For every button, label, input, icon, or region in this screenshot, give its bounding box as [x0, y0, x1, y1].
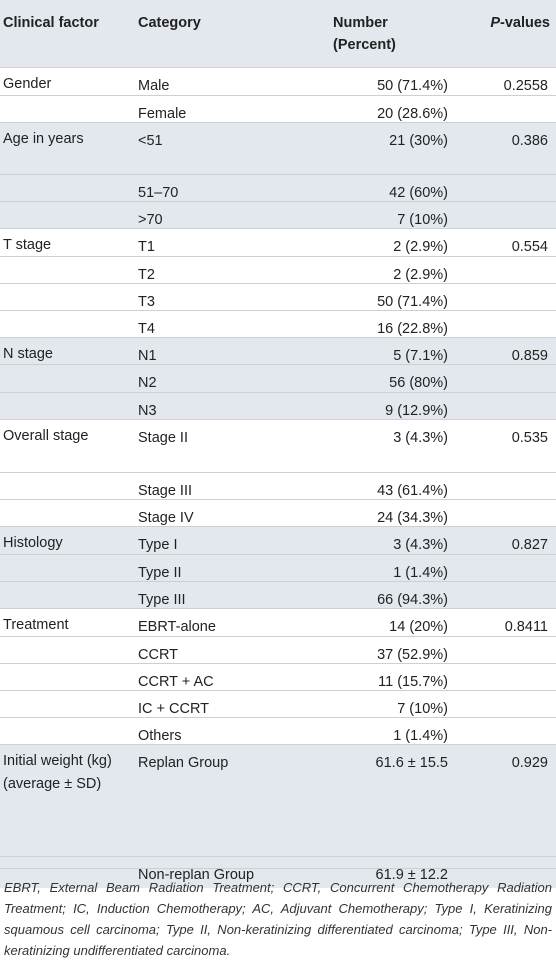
p-value-cell: 0.929: [511, 755, 548, 771]
number-cell: 42 (60%): [389, 185, 448, 201]
p-value-cell: 0.554: [511, 239, 548, 255]
category-cell: CCRT: [138, 647, 179, 663]
category-cell: Type III: [138, 592, 186, 608]
table-row: [0, 717, 556, 744]
number-cell: 2 (2.9%): [393, 267, 448, 283]
category-cell: Male: [138, 78, 170, 94]
clinical-factor-cell: N stage: [3, 346, 53, 362]
header-p-italic: P: [490, 15, 501, 31]
number-cell: 37 (52.9%): [377, 647, 448, 663]
header-p-values: [450, 12, 550, 34]
table-row: [0, 122, 556, 174]
category-cell: Female: [138, 106, 187, 122]
table-row: [0, 95, 556, 122]
header-category: Category: [138, 15, 201, 31]
table-row: [0, 526, 556, 554]
category-cell: IC + CCRT: [138, 701, 210, 717]
p-value-cell: 0.859: [511, 348, 548, 364]
number-cell: 5 (7.1%): [393, 348, 448, 364]
number-cell: 50 (71.4%): [377, 78, 448, 94]
table-row: [0, 364, 556, 392]
p-value-cell: 0.827: [511, 537, 548, 553]
category-cell: Stage II: [138, 430, 188, 446]
number-cell: 3 (4.3%): [393, 537, 448, 553]
table-row: [0, 337, 556, 364]
category-cell: T2: [138, 267, 155, 283]
table-row: [0, 201, 556, 228]
number-cell: 66 (94.3%): [377, 592, 448, 608]
clinical-factor-cell: Gender: [3, 76, 52, 92]
category-cell: N1: [138, 348, 157, 364]
header-clinical-factor: Clinical factor: [3, 15, 99, 31]
number-cell: 3 (4.3%): [393, 430, 448, 446]
category-cell: Others: [138, 728, 182, 744]
header-number: Number (Percent): [333, 15, 396, 53]
category-cell: Non-replan Group: [138, 867, 255, 883]
clinical-factor-cell: Histology: [3, 535, 63, 551]
category-cell: Replan Group: [138, 755, 229, 771]
category-cell: 51–70: [138, 185, 179, 201]
table-footnote: [0, 868, 556, 961]
number-cell: 61.9 ± 12.2: [375, 867, 448, 883]
category-cell: T1: [138, 239, 155, 255]
table-row: [0, 472, 556, 499]
table-row: [0, 228, 556, 256]
clinical-factor-cell: Age in years: [3, 131, 84, 147]
table-row: [0, 310, 556, 337]
number-cell: 16 (22.8%): [377, 321, 448, 337]
number-cell: 61.6 ± 15.5: [375, 755, 448, 771]
p-value-cell: 0.386: [511, 133, 548, 149]
category-cell: CCRT + AC: [138, 674, 214, 690]
category-cell: N2: [138, 375, 157, 391]
p-value-cell: 0.8411: [504, 619, 548, 635]
category-cell: N3: [138, 403, 157, 419]
number-cell: 1 (1.4%): [393, 728, 448, 744]
header-p-suffix: -values: [500, 15, 550, 31]
table-row: [0, 499, 556, 526]
number-cell: 50 (71.4%): [377, 294, 448, 310]
footnote-text: EBRT, External Beam Radiation Treatment; CCRT, Concurrent Chemotherapy Radiation Treatment; IC, Induction Chemotherapy; AC, Adjuvant Chemotherapy; Type I, Keratinizing squamous cell carcinoma; Type II, Non-keratinizing differentiated carcinoma; Type III, Non-keratinizing undifferentiated carcinoma.: [4, 880, 552, 958]
table-header: [0, 0, 556, 67]
category-cell: T4: [138, 321, 155, 337]
number-cell: 14 (20%): [389, 619, 448, 635]
number-cell: 7 (10%): [397, 212, 448, 228]
category-cell: Type II: [138, 565, 182, 581]
number-cell: 2 (2.9%): [393, 239, 448, 255]
table-row: [0, 690, 556, 717]
category-cell: Stage IV: [138, 510, 194, 526]
table-row: [0, 67, 556, 95]
table-row: [0, 581, 556, 608]
number-cell: 24 (34.3%): [377, 510, 448, 526]
p-value-cell: 0.2558: [503, 78, 548, 94]
category-cell: Stage III: [138, 483, 193, 499]
clinical-factor-cell: T stage: [3, 237, 52, 253]
table-row: [0, 419, 556, 472]
table-row: [0, 608, 556, 636]
clinical-factor-cell: Treatment: [3, 617, 69, 633]
category-cell: EBRT-alone: [138, 619, 216, 635]
category-cell: >70: [138, 212, 163, 228]
number-cell: 1 (1.4%): [393, 565, 448, 581]
table-row: [0, 663, 556, 690]
table-row: [0, 744, 556, 856]
table-body: [0, 67, 556, 888]
p-value-cell: 0.535: [511, 430, 548, 446]
category-cell: Type I: [138, 537, 178, 553]
number-cell: 9 (12.9%): [385, 403, 448, 419]
table-row: [0, 392, 556, 419]
category-cell: <51: [138, 133, 163, 149]
table-row: [0, 283, 556, 310]
number-cell: 20 (28.6%): [377, 106, 448, 122]
number-cell: 21 (30%): [389, 133, 448, 149]
clinical-factor-cell: Initial weight (kg) (average ± SD): [3, 753, 112, 792]
table-row: [0, 554, 556, 581]
number-cell: 43 (61.4%): [377, 483, 448, 499]
table-row: [0, 174, 556, 201]
clinical-factor-cell: Overall stage: [3, 428, 89, 444]
number-cell: 56 (80%): [389, 375, 448, 391]
number-cell: 11 (15.7%): [378, 674, 448, 690]
table-row: [0, 636, 556, 663]
table-row: [0, 256, 556, 283]
number-cell: 7 (10%): [397, 701, 448, 717]
category-cell: T3: [138, 294, 155, 310]
